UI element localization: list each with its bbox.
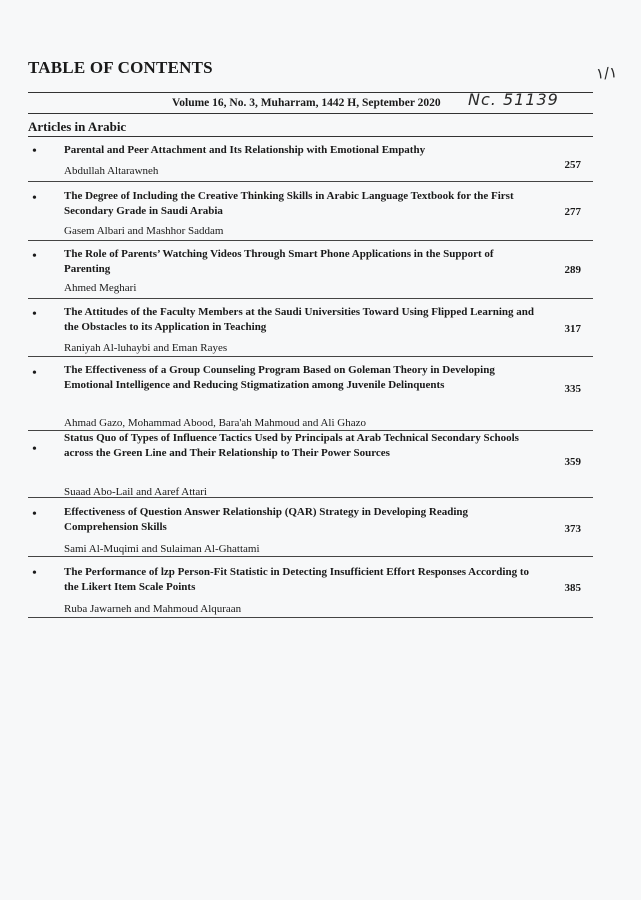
article-page: 385 [564,582,581,594]
volume-line: Volume 16, No. 3, Muharram, 1442 H, September 2020 [172,97,441,109]
bullet-icon: • [32,144,37,159]
toc-entry[interactable] [28,558,593,618]
handwritten-number: Nc. 51139 [468,90,559,109]
entry-divider [28,181,593,182]
article-authors: Sami Al-Muqimi and Sulaiman Al-Ghattami [64,543,260,555]
article-page: 335 [564,383,581,395]
toc-entry[interactable] [28,431,593,498]
article-authors: Raniyah Al-luhaybi and Eman Rayes [64,342,228,354]
bullet-icon: • [32,249,37,264]
article-page: 257 [564,159,581,171]
article-title[interactable]: Parental and Peer Attachment and Its Relationship with Emotional Empathy [64,144,426,156]
toc-entry[interactable] [28,183,593,241]
toc-entry[interactable] [28,241,593,299]
article-title[interactable]: The Role of Parents’ Watching Videos Through Smart Phone Applications in the Support of Parenting [64,248,494,275]
toc-entry[interactable] [28,140,593,182]
article-authors: Gasem Albari and Mashhor Saddam [64,225,224,237]
volume-rule [28,113,593,114]
article-title[interactable]: The Attitudes of the Faculty Members at the Saudi Universities Toward Using Flipped Learning and the Obstacles to its Application in Teaching [64,306,534,333]
article-authors: Ruba Jawarneh and Mahmoud Alquraan [64,603,242,615]
article-title[interactable]: The Degree of Including the Creative Thinking Skills in Arabic Language Textbook for the First Secondary Grade in Saudi Arabia [64,190,514,217]
bullet-icon: • [32,442,37,457]
article-authors: Ahmad Gazo, Mohammad Abood, Bara'ah Mahmoud and Ali Ghazo [64,417,366,429]
toc-entry[interactable] [28,358,593,431]
toc-entry[interactable] [28,499,593,557]
article-page: 317 [564,323,581,335]
article-page: 373 [564,523,581,535]
handwritten-page-mark: ١/١ [595,63,618,83]
section-rule [28,136,593,137]
article-authors: Suaad Abo-Lail and Aaref Attari [64,486,207,498]
bullet-icon: • [32,507,37,522]
section-heading: Articles in Arabic [28,119,127,134]
entry-divider [28,556,593,557]
article-title[interactable]: Effectiveness of Question Answer Relationship (QAR) Strategy in Developing Reading Comprehension Skills [64,506,469,533]
article-title[interactable]: The Effectiveness of a Group Counseling Program Based on Goleman Theory in Developing Emotional Intelligence and Reducing Stigmatization among Juvenile Delinquents [64,364,495,391]
toc-entry[interactable] [28,299,593,357]
article-authors: Ahmed Meghari [64,282,137,294]
entry-divider [28,617,593,618]
article-page: 277 [564,206,581,218]
entry-divider [28,497,593,498]
page-title: TABLE OF CONTENTS [28,58,213,77]
entry-divider [28,356,593,357]
article-title[interactable]: The Performance of lzp Person-Fit Statistic in Detecting Insufficient Effort Responses According to the Likert Item Scale Points [64,566,529,593]
bullet-icon: • [32,191,37,206]
bullet-icon: • [32,566,37,581]
bullet-icon: • [32,307,37,322]
article-page: 289 [564,264,581,276]
article-authors: Abdullah Altarawneh [64,165,159,177]
article-title[interactable]: Status Quo of Types of Influence Tactics Used by Principals at Arab Technical Secondary Schools across the Green Line and Their Relationship to Their Power Sources [64,432,519,459]
article-page: 359 [564,456,581,468]
bullet-icon: • [32,366,37,381]
